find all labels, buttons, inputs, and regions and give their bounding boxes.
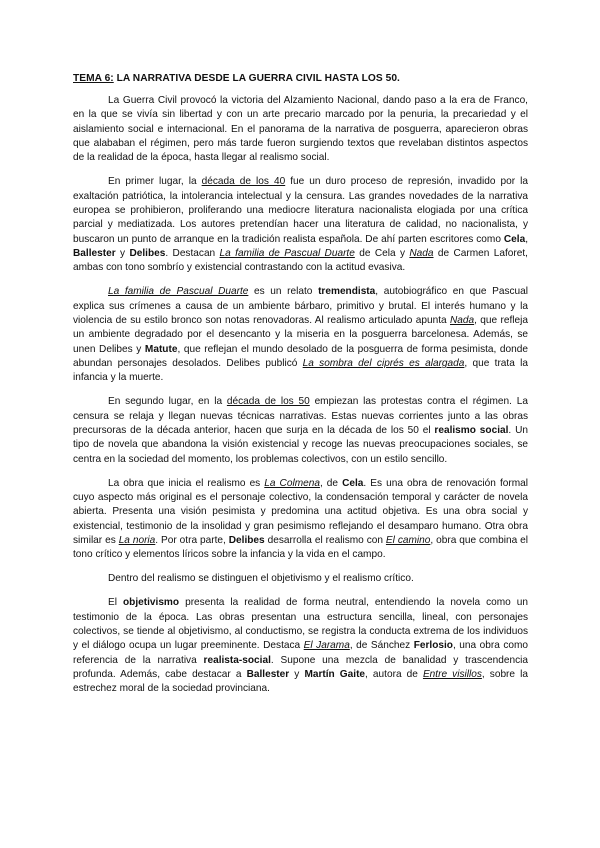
paragraph-decada-40 [73,175,528,275]
book-title: La sombra del ciprés es alargada [302,358,465,370]
paragraph-pascual-duarte [73,285,528,385]
bold-term: Delibes [228,535,265,546]
bold-term: Matute [144,343,178,355]
bold-term: Martín Gaite [304,668,366,680]
book-title: El Jarama [303,640,350,652]
text-span: , de Sánchez [349,640,414,652]
book-title: Nada [450,315,475,326]
text-span: Dentro del realismo se distinguen el objetivismo y el realismo crítico. [108,573,414,585]
underlined-term: década de los 50 [226,396,310,408]
book-title: El camino [385,535,431,546]
book-title: La noria [118,535,156,546]
title-lead: TEMA 6: [73,73,114,84]
text-span: , [525,233,528,245]
bold-term: Ballester [246,668,290,680]
book-title: La familia de Pascual Duarte [219,248,355,260]
text-span: , una obra como referencia de la narrativa [73,640,529,666]
text-span: empiezan las protestas contra el régimen. La censura se relaja y llegan nuevas técnicas narrativas. Estas nuevas corrientes junto a las obras precursoras de la década anterior, hacen que surja en la década de los 50 el [73,396,528,436]
bold-term: Cela [503,233,526,245]
text-span: , autobiográfico en que Pascual explica sus crímenes a causa de un ambiente bárbaro, primitivo y brutal. El interés humano y la violencia de su estilo bronco son notas renovadoras. Al realismo articulado apunta [73,286,529,326]
bold-term: objetivismo [122,597,180,609]
book-title: La Colmena [264,477,320,489]
text-span: . Destacan [165,248,220,260]
text-span: , que refleja un ambiente degradado por el desencanto y la miseria en la posguerra barcelonesa. Además, se unen Delibes y [73,315,528,355]
text-span: En primer lugar, la [108,176,202,188]
paragraph-la-colmena [73,477,528,563]
text-span: La Guerra Civil provocó la victoria del Alzamiento Nacional, dando paso a la era de Franco, en la que se vivía sin libertad y con un arte precario marcado por la penuria, la precariedad y el aislamiento social e internacional. En el panorama de la narrativa de posguerra, aparecieron obras que alababan el régimen, pero más tarde fueron surgiendo textos que revelaban distintos aspectos de la realidad de la época, hasta llegar al realismo social. [73,95,528,164]
paragraph-objetivismo [73,596,528,696]
text-span: , que trata la infancia y la muerte. [73,358,528,384]
text-span: El [108,597,123,609]
bold-term: tremendista [318,286,376,298]
title-text: LA NARRATIVA DESDE LA GUERRA CIVIL HASTA LOS 50. [113,73,400,84]
text-span: . Supone una mezcla de banalidad y trascendencia profunda. Además, cabe destacar a [73,654,528,680]
text-span: , obra que combina el tono crítico y elementos líricos sobre la infancia y la vida en el campo. [73,535,528,561]
bold-term: Ferlosio [413,640,453,652]
text-span: desarrolla el realismo con [264,535,386,546]
paragraph-decada-50 [73,395,528,467]
text-span: , autora de [365,668,423,680]
paragraph-intro [73,94,528,166]
bold-term: Cela [342,477,364,489]
text-span: y [115,248,130,260]
paragraph-distinction [73,572,528,586]
book-title: La familia de Pascual Duarte [108,286,249,298]
underlined-term: década de los 40 [201,176,286,188]
text-span: La obra que inicia el realismo es [108,477,265,489]
text-span: En segundo lugar, en la [108,396,227,408]
text-span: , sobre la estrechez moral de la sociedad provinciana. [73,668,528,695]
bold-term: realismo social [434,425,509,436]
text-span: . Por otra parte, [155,535,229,546]
text-span: , que reflejan el mundo desolado de la posguerra de forma pesimista, donde abundan personajes desolados. Delibes publicó [73,343,528,370]
bold-term: realista-social [203,654,271,666]
text-span: . Un tipo de novela que abandona la visión existencial y recoge las nuevas preocupaciones sociales, se centra en la sociedad del momento, los problemas colectivos, con un estilo sencillo. [73,425,528,465]
text-span: de Carmen Laforet, ambas con tono sombrío y existencial contrastando con la actitud evasiva. [73,248,528,274]
bold-term: Delibes [129,248,166,260]
book-title: Entre visillos [422,668,482,680]
text-span: y [289,668,305,680]
text-span: presenta la realidad de forma neutral, entendiendo la novela como un testimonio de la época. Las obras presentan una estructura sencilla, lineal, con personajes colectivos, se tiende al objetivismo, al conductismo, se registra la conducta extrema de los individuos y el diálogo ocupa un lugar preeminente. Destaca [73,597,528,652]
text-span: fue un duro proceso de represión, invadido por la exaltación patriótica, la intolerancia intelectual y la censura. Las grandes novedades de la narrativa europea se prohibieron, proliferando una mediocre literatura nacionalista elogiada por una crítica parcial y mediatizada. Los autores pretendían hacer una literatura de calidad, no nacionalista, y buscaron un punto de arranque en la tradición realista española. De ahí parten escritores como [73,176,529,245]
page-title [73,73,528,84]
book-title: Nada [409,248,434,260]
text-span: , de [319,477,343,489]
text-span: es un relato [248,286,319,298]
text-span: de Cela y [354,248,410,260]
bold-term: Ballester [73,248,116,260]
text-span: . Es una obra de renovación formal cuyo aspecto más original es el personaje colectivo, la condensación temporal y carácter de novela abierta. Presenta una visión pesimista y predomina una actitud objetiva. Es una obra social y existencial, testimonio de la insolidad y gran pesimismo reflejando el desamparo humano. Otra obra similar es [73,477,528,546]
